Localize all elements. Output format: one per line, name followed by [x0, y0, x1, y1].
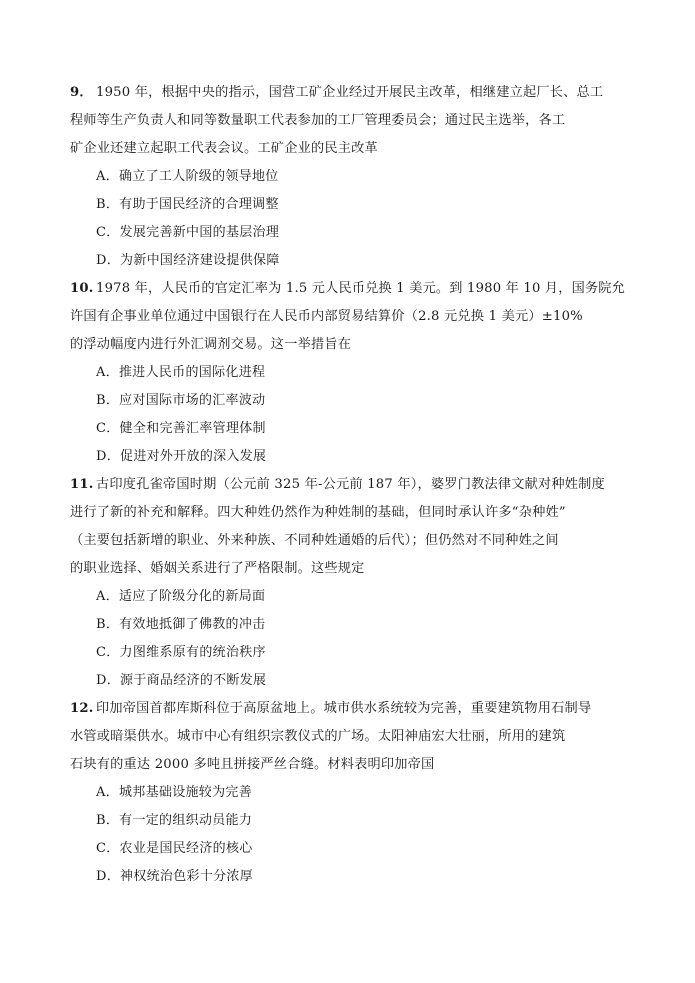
option-b: B．有效地抵御了佛教的冲击	[96, 617, 266, 632]
question-stem-line: 1950 年，根据中央的指示，国营工矿企业经过开展民主改革，相继建立起厂长、总工	[96, 85, 604, 100]
option-c: C．农业是国民经济的核心	[96, 841, 253, 856]
option-d: D．为新中国经济建设提供保障	[96, 253, 280, 268]
option-d: D．促进对外开放的深入发展	[96, 449, 267, 464]
question-stem-line: 进行了新的补充和解释。四大种姓仍然作为种姓制的基础，但同时承认许多“杂种姓”	[70, 505, 566, 520]
option-c: C．力图维系原有的统治秩序	[96, 645, 266, 660]
question-stem-line: 印加帝国首都库斯科位于高原盆地上。城市供水系统较为完善，重要建筑物用石制导	[96, 701, 592, 716]
option-a: A．适应了阶级分化的新局面	[96, 589, 266, 604]
question-stem-line: 古印度孔雀帝国时期（公元前 325 年-公元前 187 年），婆罗门教法律文献对种姓制度	[96, 477, 605, 492]
question-stem-line: （主要包括新增的职业、外来种族、不同种姓通婚的后代）；但仍然对不同种姓之间	[70, 533, 559, 548]
question-stem-line: 的浮动幅度内进行外汇调剂交易。这一举措旨在	[70, 337, 352, 352]
question-number: 12.	[70, 701, 94, 716]
option-a: A．推进人民币的国际化进程	[96, 365, 266, 380]
option-c: C．健全和完善汇率管理体制	[96, 421, 266, 436]
question-stem-line: 的职业选择、婚姻关系进行了严格限制。这些规定	[70, 561, 365, 576]
option-d: D．神权统治色彩十分浓厚	[96, 869, 254, 884]
question-stem-line: 水管或暗渠供水。城市中心有组织宗教仪式的广场。太阳神庙宏大壮丽，所用的建筑	[70, 729, 566, 744]
question-stem-line: 1978 年，人民币的官定汇率为 1.5 元人民币兑换 1 美元。到 1980 年 10 月，国务院允	[96, 281, 626, 296]
question-stem-line: 程师等生产负责人和同等数量职工代表参加的工厂管理委员会；通过民主选举，各工	[70, 113, 566, 128]
question-stem-line: 石块有的重达 2000 多吨且拼接严丝合缝。材料表明印加帝国	[70, 757, 435, 772]
question-number: 11.	[70, 477, 94, 492]
option-c: C．发展完善新中国的基层治理	[96, 225, 280, 240]
option-b: B．有一定的组织动员能力	[96, 813, 253, 828]
option-a: A．城邦基础设施较为完善	[96, 785, 252, 800]
option-a: A．确立了工人阶级的领导地位	[96, 169, 279, 184]
question-number: 9．	[70, 85, 93, 100]
option-d: D．源于商品经济的不断发展	[96, 673, 267, 688]
question-stem-line: 矿企业还建立起职工代表会议。工矿企业的民主改革	[70, 141, 378, 156]
option-b: B．应对国际市场的汇率波动	[96, 393, 266, 408]
question-stem-line: 许国有企事业单位通过中国银行在人民币内部贸易结算价（2.8 元兑换 1 美元）±10%	[70, 309, 583, 324]
option-b: B．有助于国民经济的合理调整	[96, 197, 279, 212]
question-number: 10.	[70, 281, 94, 296]
